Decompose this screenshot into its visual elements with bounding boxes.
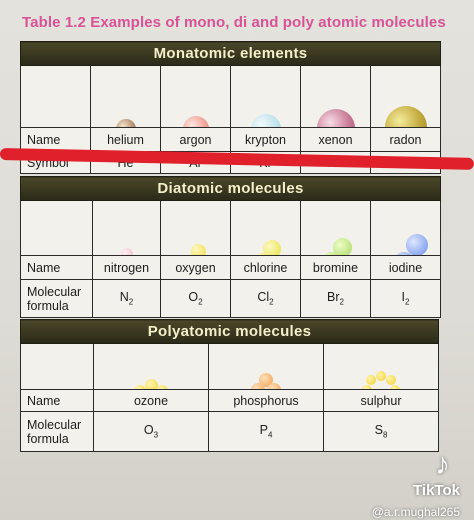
formula-element: Cl xyxy=(257,290,270,305)
atom-cell-radon xyxy=(371,66,441,128)
formula-subscript: 8 xyxy=(382,430,388,440)
formula-element: N xyxy=(119,290,129,305)
molecule-cell-phosphorus xyxy=(209,344,324,390)
diatomic-name-cell: iodine xyxy=(371,256,441,280)
monatomic-name-cell: helium xyxy=(91,128,161,152)
atom-cell-helium xyxy=(91,66,161,128)
formula-element: O xyxy=(188,290,199,305)
sulphur-molecule-icon xyxy=(386,375,396,385)
ozone-molecule-icon xyxy=(156,385,168,390)
molecule-cell-iodine xyxy=(371,201,441,256)
sulphur-molecule-icon xyxy=(366,375,376,385)
krypton-atom-icon xyxy=(251,114,281,128)
monatomic-symbol-label: Symbol xyxy=(21,152,91,174)
diatomic-name-cell: bromine xyxy=(301,256,371,280)
polyatomic-name-label: Name xyxy=(21,390,94,412)
xenon-atom-icon xyxy=(317,109,355,128)
diatomic-formula-cell xyxy=(301,280,371,318)
diatomic-formula-cell xyxy=(231,280,301,318)
polyatomic-name-cell: phosphorus xyxy=(209,390,324,412)
sulphur-molecule-icon xyxy=(362,385,372,390)
argon-atom-icon xyxy=(183,116,209,128)
diatomic-formula-label: Molecular formula xyxy=(21,280,93,318)
nitrogen-molecule-icon xyxy=(121,248,133,256)
polyatomic-formula-cell xyxy=(94,412,209,452)
formula-subscript: 2 xyxy=(339,297,344,307)
formula-element: S xyxy=(374,423,383,438)
atom-cell-krypton xyxy=(231,66,301,128)
diatomic-name-cell: nitrogen xyxy=(93,256,161,280)
formula-element: P xyxy=(259,423,268,438)
polyatomic-table xyxy=(20,319,439,452)
helium-atom-icon xyxy=(116,119,136,128)
tiktok-brand: TikTok xyxy=(413,482,460,499)
formula-element: Br xyxy=(327,290,340,305)
diatomic-formula-cell xyxy=(371,280,441,318)
diatomic-name-cell: chlorine xyxy=(231,256,301,280)
molecule-cell-nitrogen xyxy=(93,201,161,256)
iodine-molecule-icon xyxy=(406,234,428,256)
monatomic-blank-cell xyxy=(21,66,91,128)
formula-subscript: 3 xyxy=(153,430,159,440)
sulphur-molecule-icon xyxy=(376,371,386,381)
sulphur-molecule-icon xyxy=(390,385,400,390)
formula-subscript: 2 xyxy=(405,297,410,307)
polyatomic-formula-cell xyxy=(209,412,324,452)
table-caption: Table 1.2 Examples of mono, di and poly atomic molecules xyxy=(22,14,446,31)
molecule-cell-sulphur xyxy=(324,344,439,390)
formula-element: O xyxy=(143,423,154,438)
polyatomic-name-cell: sulphur xyxy=(324,390,439,412)
atom-cell-xenon xyxy=(301,66,371,128)
molecule-cell-bromine xyxy=(301,201,371,256)
phosphorus-molecule-icon xyxy=(267,383,281,390)
formula-subscript: 2 xyxy=(269,297,274,307)
diatomic-blank-cell xyxy=(21,201,93,256)
diatomic-formula-cell xyxy=(161,280,231,318)
formula-subscript: 4 xyxy=(267,430,273,440)
atom-cell-argon xyxy=(161,66,231,128)
polyatomic-formula-cell xyxy=(324,412,439,452)
monatomic-name-cell: argon xyxy=(161,128,231,152)
formula-subscript: 2 xyxy=(128,297,134,307)
molecule-cell-ozone xyxy=(94,344,209,390)
polyatomic-blank-cell xyxy=(21,344,94,390)
monatomic-name-cell: xenon xyxy=(301,128,371,152)
monatomic-name-cell: radon xyxy=(371,128,441,152)
tiktok-logo-icon: ♪ xyxy=(435,448,450,481)
polyatomic-name-cell: ozone xyxy=(94,390,209,412)
molecule-cell-chlorine xyxy=(231,201,301,256)
monatomic-name-label: Name xyxy=(21,128,91,152)
diatomic-formula-cell xyxy=(93,280,161,318)
polyatomic-formula-label: Molecular formula xyxy=(21,412,94,452)
formula-subscript: 2 xyxy=(198,297,203,307)
diatomic-name-label: Name xyxy=(21,256,93,280)
diatomic-heading: Diatomic molecules xyxy=(21,177,441,201)
monatomic-heading: Monatomic elements xyxy=(21,42,441,66)
tiktok-watermark xyxy=(372,450,460,519)
polyatomic-heading: Polyatomic molecules xyxy=(21,320,439,344)
diatomic-name-cell: oxygen xyxy=(161,256,231,280)
radon-atom-icon xyxy=(385,106,427,128)
diatomic-table xyxy=(20,176,441,318)
monatomic-name-cell: krypton xyxy=(231,128,301,152)
molecule-cell-oxygen xyxy=(161,201,231,256)
formula-element: I xyxy=(401,290,406,305)
tiktok-username: @a.r.mughal265 xyxy=(371,505,460,519)
